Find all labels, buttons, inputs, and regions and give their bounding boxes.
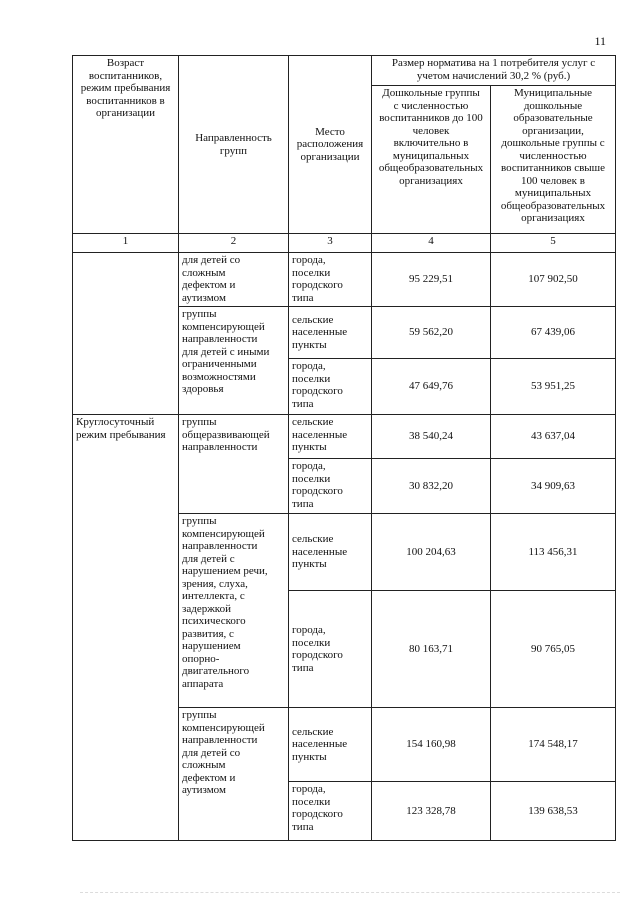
location-cell: города, поселки городского типа: [289, 359, 372, 415]
location-cell: города, поселки городского типа: [289, 782, 372, 841]
location-cell: сельские населенные пункты: [289, 708, 372, 782]
column-number: 1: [73, 234, 179, 253]
value-col4: 100 204,63: [372, 514, 491, 591]
location-cell: города, поселки городского типа: [289, 459, 372, 514]
header-norm-title: Размер норматива на 1 потребителя услуг с учетом начислений 30,2 % (руб.): [372, 56, 616, 86]
direction-cell: группы компенсирующей направленности для детей со сложным дефектом и аутизмом: [179, 708, 289, 841]
normative-table: [72, 55, 616, 841]
value-col5: 90 765,05: [491, 591, 616, 708]
value-col4: 47 649,76: [372, 359, 491, 415]
header-col5: Муниципальные дошкольные образовательные организации, дошкольные группы с численностью воспитанников свыше 100 человек в муниципальных общеобразовательных организациях: [491, 86, 616, 234]
location-cell: города, поселки городского типа: [289, 253, 372, 307]
table-row: [73, 253, 616, 307]
table-row: [73, 415, 616, 459]
value-col5: 67 439,06: [491, 307, 616, 359]
header-col4: Дошкольные группы с численностью воспитанников до 100 человек включительно в муниципальных общеобразовательных организациях: [372, 86, 491, 234]
value-col5: 174 548,17: [491, 708, 616, 782]
value-col4: 80 163,71: [372, 591, 491, 708]
location-cell: города, поселки городского типа: [289, 591, 372, 708]
direction-cell: для детей со сложным дефектом и аутизмом: [179, 253, 289, 307]
value-col4: 154 160,98: [372, 708, 491, 782]
location-cell: сельские населенные пункты: [289, 307, 372, 359]
value-col4: 59 562,20: [372, 307, 491, 359]
value-col5: 113 456,31: [491, 514, 616, 591]
age-cell: [73, 253, 179, 415]
direction-cell: группы компенсирующей направленности для детей с нарушением речи, зрения, слуха, интеллекта, с задержкой психического развития, с нарушением опорно- двигательного аппарата: [179, 514, 289, 708]
header-age: Возраст воспитанников, режим пребывания воспитанников в организации: [73, 56, 179, 234]
header-location: Место расположения организации: [289, 56, 372, 234]
page-number: 11: [594, 34, 606, 48]
column-numbers-row: [73, 234, 616, 253]
value-col5: 53 951,25: [491, 359, 616, 415]
direction-cell: группы компенсирующей направленности для детей с иными ограниченными возможностями здоровья: [179, 307, 289, 415]
location-cell: сельские населенные пункты: [289, 514, 372, 591]
value-col5: 139 638,53: [491, 782, 616, 841]
header-direction: Направленность групп: [179, 56, 289, 234]
location-cell: сельские населенные пункты: [289, 415, 372, 459]
direction-cell: группы общеразвивающей направленности: [179, 415, 289, 514]
column-number: 4: [372, 234, 491, 253]
column-number: 2: [179, 234, 289, 253]
scan-artifact-line: [80, 892, 620, 897]
value-col5: 43 637,04: [491, 415, 616, 459]
value-col4: 123 328,78: [372, 782, 491, 841]
value-col4: 38 540,24: [372, 415, 491, 459]
value-col4: 95 229,51: [372, 253, 491, 307]
value-col5: 34 909,63: [491, 459, 616, 514]
value-col4: 30 832,20: [372, 459, 491, 514]
value-col5: 107 902,50: [491, 253, 616, 307]
column-number: 5: [491, 234, 616, 253]
column-number: 3: [289, 234, 372, 253]
age-cell: Круглосуточный режим пребывания: [73, 415, 179, 841]
